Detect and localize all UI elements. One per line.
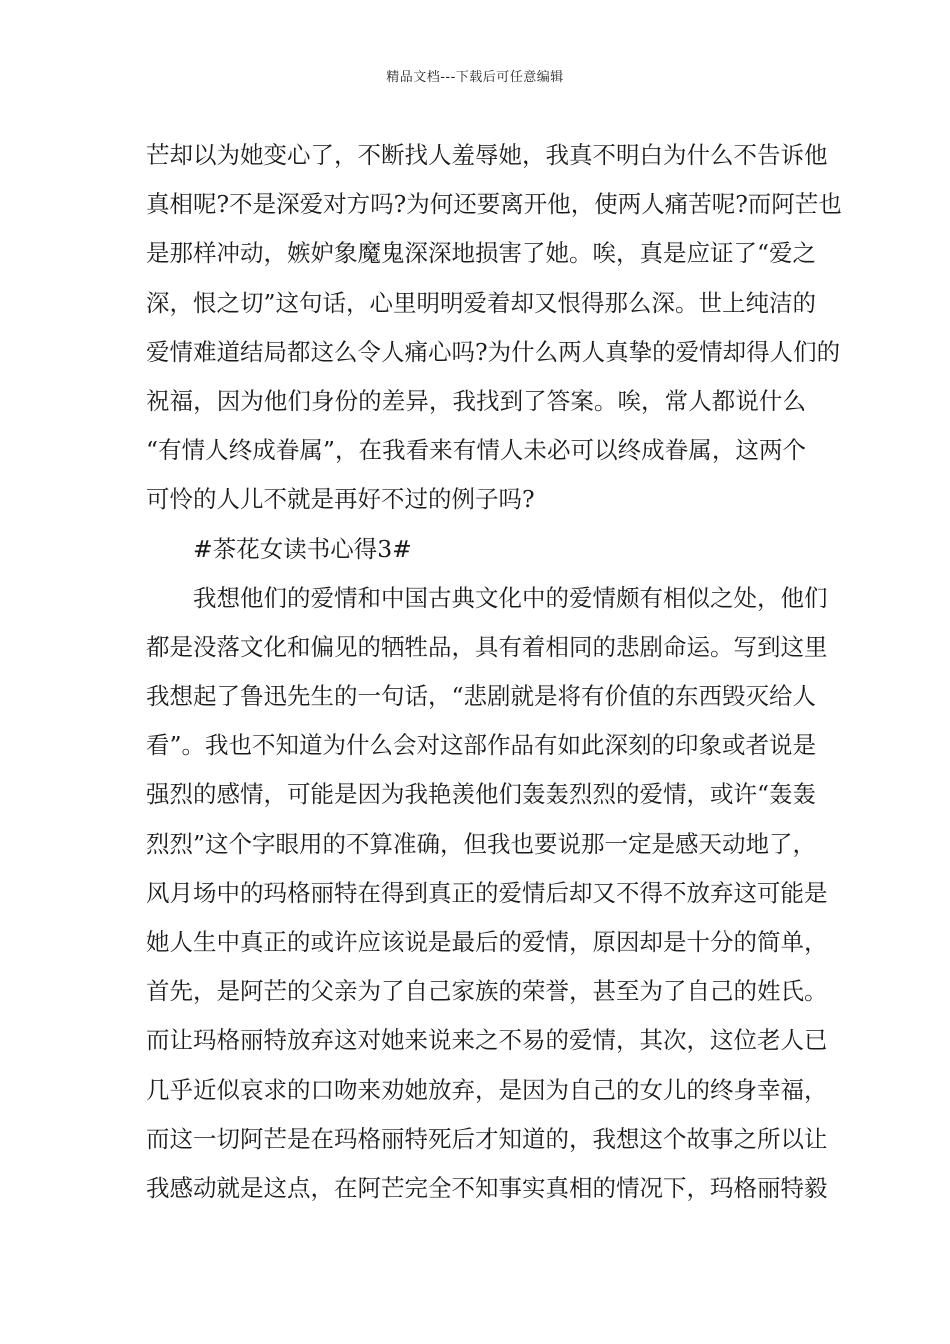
text-line: 芒却以为她变心了，不断找人羞辱她，我真不明白为什么不告诉他 xyxy=(146,141,828,169)
text-line: 真相呢?不是深爱对方吗?为何还要离开他，使两人痛苦呢?而阿芒也 xyxy=(146,190,842,219)
text-line: 而让玛格丽特放弃这对她来说来之不易的爱情，其次，这位老人已 xyxy=(146,1026,828,1055)
text-line: 几乎近似哀求的口吻来劝她放弃，是因为自己的女儿的终身幸福， xyxy=(146,1075,828,1104)
section-heading: #茶花女读书心得3# xyxy=(193,534,412,563)
text-line: 看”。我也不知道为什么会对这部作品有如此深刻的印象或者说是 xyxy=(146,731,817,760)
text-line: 首先，是阿芒的父亲为了自己家族的荣誉，甚至为了自己的姓氏。 xyxy=(146,977,828,1006)
text-line: 我感动就是这点，在阿芒完全不知事实真相的情况下，玛格丽特毅 xyxy=(146,1173,828,1202)
text-line: “有情人终成眷属”，在我看来有情人未必可以终成眷属，这两个 xyxy=(146,436,806,465)
text-line: 烈烈”这个字眼用的不算准确，但我也要说那一定是感天动地了， xyxy=(146,829,817,858)
text-line: 爱情难道结局都这么令人痛心吗?为什么两人真挚的爱情却得人们的 xyxy=(146,337,841,366)
text-line: 我想他们的爱情和中国古典文化中的爱情颇有相似之处，他们 xyxy=(193,583,828,612)
text-line: 深，恨之切”这句话，心里明明爱着却又恨得那么深。世上纯洁的 xyxy=(146,288,817,317)
text-line: 祝福，因为他们身份的差异，我找到了答案。唉，常人都说什么 xyxy=(146,386,806,415)
text-line: 强烈的感情，可能是因为我艳羡他们轰轰烈烈的爱情，或许“轰轰 xyxy=(146,780,817,809)
body-text xyxy=(146,131,842,1213)
text-line: 她人生中真正的或许应该说是最后的爱情，原因却是十分的简单， xyxy=(146,928,828,956)
text-line: 都是没落文化和偏见的牺牲品，具有着相同的悲剧命运。写到这里 xyxy=(146,632,828,661)
text-line: 而这一切阿芒是在玛格丽特死后才知道的，我想这个故事之所以让 xyxy=(146,1124,828,1153)
text-line: 是那样冲动，嫉妒象魔鬼深深地损害了她。唉，真是应证了“爱之 xyxy=(146,239,817,268)
text-line: 可怜的人儿不就是再好不过的例子吗? xyxy=(146,485,535,514)
text-line: 风月场中的玛格丽特在得到真正的爱情后却又不得不放弃这可能是 xyxy=(146,878,828,907)
page-header: 精品文档---下载后可任意编辑 xyxy=(386,70,564,85)
text-line: 我想起了鲁迅先生的一句话，“悲剧就是将有价值的东西毁灭给人 xyxy=(146,682,817,711)
